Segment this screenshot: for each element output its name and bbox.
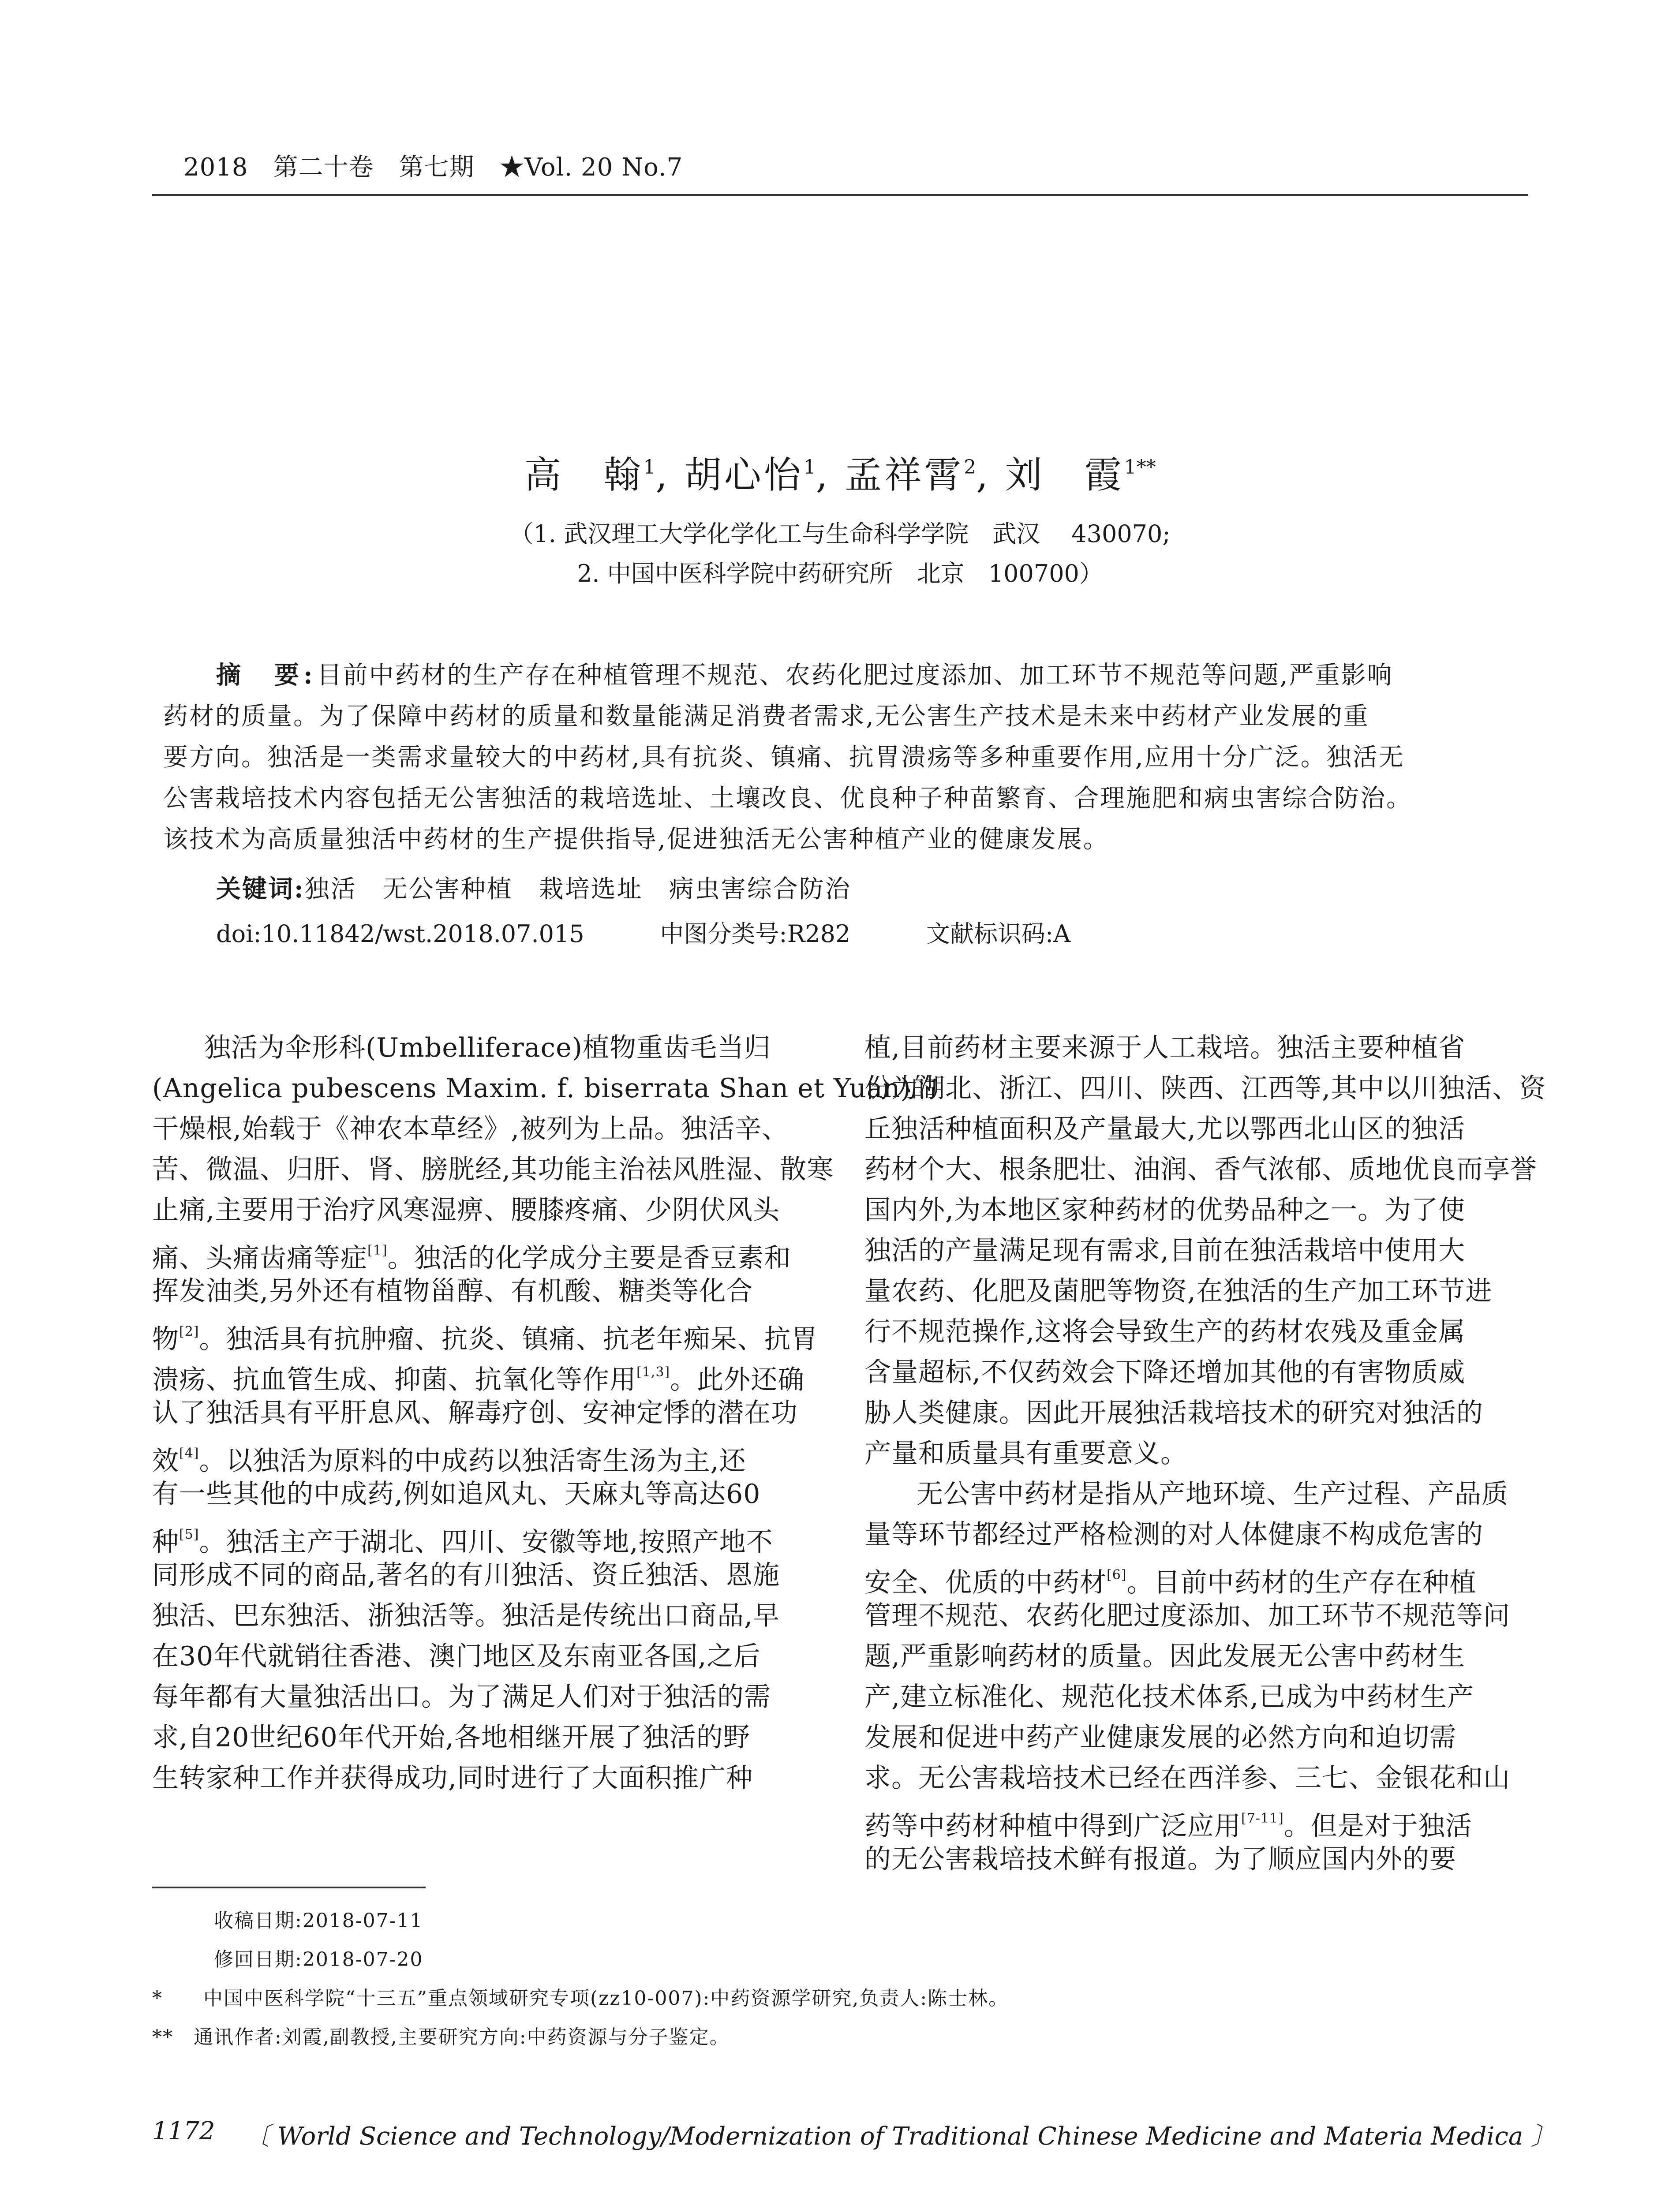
footnote-rule bbox=[152, 1887, 426, 1888]
body-line: 每年都有大量独活出口。为了满足人们对于独活的需 bbox=[152, 1682, 771, 1712]
body-line: 植,目前药材主要来源于人工栽培。独活主要种植省 bbox=[864, 1032, 1466, 1063]
citation-ref: [6] bbox=[1107, 1567, 1127, 1583]
body-line: 药等中药材种植中得到广泛应用[7-11]。但是对于独活 bbox=[864, 1811, 1472, 1842]
header-rule bbox=[152, 194, 1528, 196]
citation-ref: [4] bbox=[179, 1446, 199, 1461]
body-line: 效[4]。以独活为原料的中成药以独活寄生汤为主,还 bbox=[152, 1446, 746, 1476]
body-column-left bbox=[152, 1028, 938, 1798]
body-line: 的无公害栽培技术鲜有报道。为了顺应国内外的要 bbox=[864, 1844, 1456, 1875]
body-line: 独活、巴东独活、浙独活等。独活是传统出口商品,早 bbox=[152, 1600, 780, 1631]
body-line: 无公害中药材是指从产地环境、生产过程、产品质 bbox=[917, 1479, 1508, 1510]
revised-date: 修回日期:2018-07-20 bbox=[214, 1948, 423, 1971]
body-line: 量等环节都经过严格检测的对人体健康不构成危害的 bbox=[864, 1519, 1483, 1550]
body-line: 溃疡、抗血管生成、抑菌、抗氧化等作用[1,3]。此外还确 bbox=[152, 1364, 805, 1395]
body-line: 独活为伞形科(Umbelliferace)植物重齿毛当归 bbox=[204, 1032, 771, 1063]
abstract-line: 要方向。独活是一类需求量较大的中药材,具有抗炎、镇痛、抗胃溃疡等多种重要作用,应用十分广泛。独活无 bbox=[163, 743, 1405, 772]
body-line: 求,自20世纪60年代开始,各地相继开展了独活的野 bbox=[152, 1722, 750, 1753]
affiliation-1: （1. 武汉理工大学化学化工与生命科学学院 武汉 430070; bbox=[509, 520, 1171, 548]
abstract-line: 药材的质量。为了保障中药材的质量和数量能满足消费者需求,无公害生产技术是未来中药材产业发展的重 bbox=[163, 702, 1369, 731]
body-line: 挥发油类,另外还有植物甾醇、有机酸、糖类等化合 bbox=[152, 1276, 753, 1307]
body-line: 止痛,主要用于治疗风寒湿痹、腰膝疼痛、少阴伏风头 bbox=[152, 1195, 780, 1226]
body-line: 种[5]。独活主产于湖北、四川、安徽等地,按照产地不 bbox=[152, 1527, 773, 1558]
body-line: 产,建立标准化、规范化技术体系,已成为中药材生产 bbox=[864, 1682, 1474, 1712]
keywords-label: 关键词: bbox=[216, 875, 305, 904]
body-line: 干燥根,始载于《神农本草经》,被列为上品。独活辛、 bbox=[152, 1114, 789, 1144]
body-line: 行不规范操作,这将会导致生产的药材农残及重金属 bbox=[864, 1316, 1466, 1347]
author-1-affil: 1 bbox=[643, 456, 656, 478]
citation-ref: [2] bbox=[179, 1324, 199, 1339]
body-line: 痛、头痛齿痛等症[1]。独活的化学成分主要是香豆素和 bbox=[152, 1243, 791, 1274]
body-line: 题,严重影响药材的质量。因此发展无公害中药材生 bbox=[864, 1641, 1466, 1672]
body-line: 生转家种工作并获得成功,同时进行了大面积推广种 bbox=[152, 1763, 753, 1794]
author-3-affil: 2 bbox=[964, 456, 977, 478]
funding-note: * 中国中医科学院“十三五”重点领域研究专项(zz10-007):中药资源学研究,负责人:陈士林。 bbox=[152, 1987, 1009, 2010]
body-line: 认了独活具有平肝息风、解毒疗创、安神定悸的潜在功 bbox=[152, 1398, 798, 1428]
abstract-text: 目前中药材的生产存在种植管理不规范、农药化肥过度添加、加工环节不规范等问题,严重影响 bbox=[317, 661, 1393, 690]
doi-line bbox=[216, 915, 1070, 949]
body-line: 独活的产量满足现有需求,目前在独活栽培中使用大 bbox=[864, 1235, 1466, 1266]
page-number: 1172 bbox=[152, 2117, 215, 2145]
body-line: 药材个大、根条肥壮、油润、香气浓郁、质地优良而享誉 bbox=[864, 1154, 1537, 1185]
author-3: 孟祥霄 bbox=[845, 453, 964, 497]
footnotes bbox=[152, 1902, 1009, 2057]
keywords bbox=[216, 870, 851, 905]
citation-ref: [1] bbox=[367, 1243, 388, 1258]
body-line: 国内外,为本地区家种药材的优势品种之一。为了使 bbox=[864, 1195, 1466, 1226]
author-4: 刘 霞 bbox=[1005, 453, 1124, 497]
body-line: 胁人类健康。因此开展独活栽培技术的研究对独活的 bbox=[864, 1398, 1483, 1428]
body-line: 在30年代就销往香港、澳门地区及东南亚各国,之后 bbox=[152, 1641, 761, 1672]
body-line: 含量超标,不仅药效会下降还增加其他的有害物质威 bbox=[864, 1357, 1466, 1388]
citation-ref: [7-11] bbox=[1241, 1811, 1284, 1826]
received-date: 收稿日期:2018-07-11 bbox=[214, 1910, 423, 1932]
running-header: 2018 第二十卷 第七期 ★Vol. 20 No.7 bbox=[183, 153, 683, 182]
body-line: 量农药、化肥及菌肥等物资,在独活的生产加工环节进 bbox=[864, 1276, 1493, 1307]
affiliation-2: 2. 中国中医科学院中药研究所 北京 100700） bbox=[577, 560, 1103, 587]
body-line: 求。无公害栽培技术已经在西洋参、三七、金银花和山 bbox=[864, 1763, 1510, 1794]
body-column-right bbox=[864, 1028, 1550, 1880]
author-list: 高 翰$^1$, 胡心怡$^1$, 孟祥霄$^2$, 刘 霞$^{1**}$ bbox=[524, 453, 1156, 497]
journal-footer: 〔 World Science and Technology/Modernization of Traditional Chinese Medicine and Materia Medica 〕 bbox=[245, 2122, 1556, 2151]
body-line: 同形成不同的商品,著名的有川独活、资丘独活、恩施 bbox=[152, 1560, 780, 1591]
body-line: 苦、微温、归肝、肾、膀胱经,其功能主治祛风胜湿、散寒 bbox=[152, 1154, 834, 1185]
abstract-line bbox=[163, 655, 1522, 696]
body-line: 管理不规范、农药化肥过度添加、加工环节不规范等问 bbox=[864, 1600, 1510, 1631]
abstract-line: 公害栽培技术内容包括无公害独活的栽培选址、土壤改良、优良种子种苗繁育、合理施肥和病虫害综合防治。 bbox=[163, 784, 1412, 813]
body-line: (Angelica pubescens Maxim. f. biserrata Shan et Yuan)的 bbox=[152, 1073, 938, 1104]
abstract bbox=[163, 655, 1522, 860]
citation-ref: [5] bbox=[179, 1527, 199, 1542]
body-line: 丘独活种植面积及产量最大,尤以鄂西北山区的独活 bbox=[864, 1114, 1466, 1144]
body-line: 有一些其他的中成药,例如追风丸、天麻丸等高达60 bbox=[152, 1479, 761, 1510]
author-1: 高 翰 bbox=[524, 453, 644, 497]
keywords-text: 独活 无公害种植 栽培选址 病虫害综合防治 bbox=[304, 875, 851, 904]
doi: doi:10.11842/wst.2018.07.015 bbox=[216, 920, 584, 948]
body-line: 发展和促进中药产业健康发展的必然方向和迫切需 bbox=[864, 1722, 1456, 1753]
body-line: 份为湖北、浙江、四川、陕西、江西等,其中以川独活、资 bbox=[864, 1073, 1546, 1104]
corresponding-author-note: ** 通讯作者:刘霞,副教授,主要研究方向:中药资源与分子鉴定。 bbox=[152, 2026, 730, 2048]
body-line: 安全、优质的中药材[6]。目前中药材的生产存在种植 bbox=[864, 1567, 1477, 1598]
abstract-line: 该技术为高质量独活中药材的生产提供指导,促进独活无公害种植产业的健康发展。 bbox=[163, 825, 1109, 854]
body-line: 产量和质量具有重要意义。 bbox=[864, 1438, 1187, 1469]
abstract-label: 摘 要: bbox=[216, 661, 317, 690]
author-4-affil: 1** bbox=[1124, 456, 1156, 478]
body-line: 物[2]。独活具有抗肿瘤、抗炎、镇痛、抗老年痴呆、抗胃 bbox=[152, 1324, 818, 1355]
citation-ref: [1,3] bbox=[636, 1364, 670, 1380]
author-2: 胡心怡 bbox=[684, 453, 804, 497]
clc-number: 中图分类号:R282 bbox=[660, 920, 851, 948]
author-2-affil: 1 bbox=[803, 456, 816, 478]
document-code: 文献标识码:A bbox=[926, 920, 1071, 948]
